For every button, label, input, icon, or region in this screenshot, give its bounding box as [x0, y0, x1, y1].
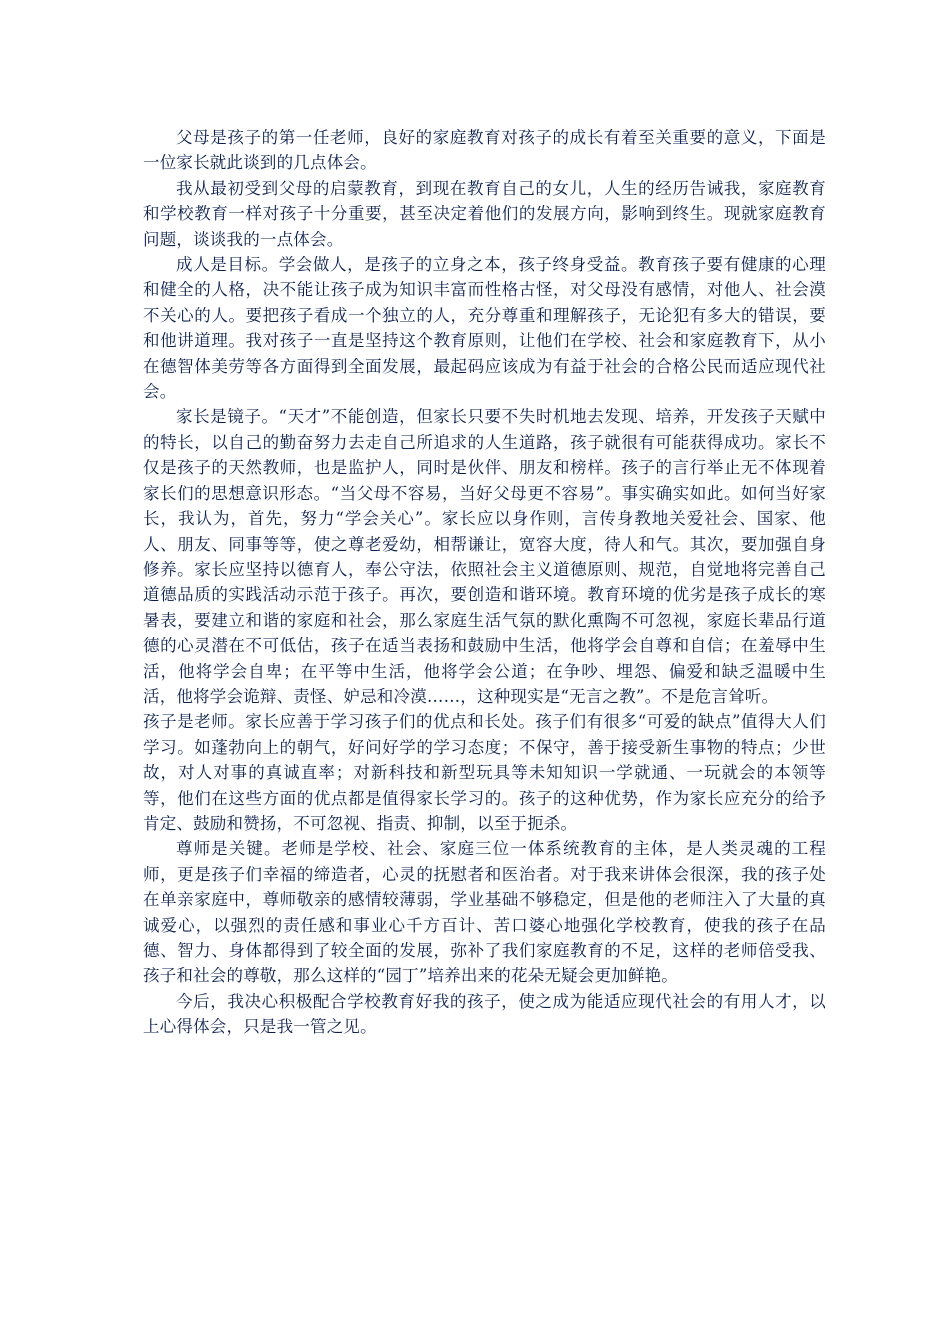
paragraph-child-teacher: 孩子是老师。家长应善于学习孩子们的优点和长处。孩子们有很多“可爱的缺点”值得大人们学习。如蓬勃向上的朝气，好问好学的学习态度；不保守，善于接受新生事物的特点；少世故，对人对事的真诚直率；对新科技和新型玩具等未知知识一学就通、一玩就会的本领等等，他们在这些方面的优点都是值得家长学习的。孩子的这种优势，作为家长应充分的给予肯定、鼓励和赞扬，不可忽视、指责、抑制，以至于扼杀。 [143, 712, 826, 833]
paragraph-respect-teacher: 尊师是关键。老师是学校、社会、家庭三位一体系统教育的主体，是人类灵魂的工程师，更是孩子们幸福的缔造者，心灵的抚慰者和医治者。对于我来讲体会很深，我的孩子处在单亲家庭中，尊师敬亲的感情较薄弱，学业基础不够稳定，但是他的老师注入了大量的真诚爱心，以强烈的责任感和事业心千方百计、苦口婆心地强化学校教育，使我的孩子在品德、智力、身体都得到了较全面的发展，弥补了我们家庭教育的不足，这样的老师倍受我、孩子和社会的尊敬，那么这样的“园丁”培养出来的花朵无疑会更加鲜艳。 [143, 839, 826, 986]
paragraph-experience: 我从最初受到父母的启蒙教育，到现在教育自己的女儿，人生的经历告诫我，家庭教育和学校教育一样对孩子十分重要，甚至决定着他们的发展方向，影响到终生。现就家庭教育问题，谈谈我的一点体会。 [143, 178, 826, 249]
paragraph-goal: 成人是目标。学会做人，是孩子的立身之本，孩子终身受益。教育孩子要有健康的心理和健全的人格，决不能让孩子成为知识丰富而性格古怪，对父母没有感情，对他人、社会漠不关心的人。要把孩子看成一个独立的人，充分尊重和理解孩子，无论犯有多大的错误，要和他讲道理。我对孩子一直是坚持这个教育原则，让他们在学校、社会和家庭教育下，从小在德智体美劳等各方面得到全面发展，最起码应该成为有益于社会的合格公民而适应现代社会。 [143, 255, 826, 402]
document-body [143, 125, 826, 1040]
paragraph-mirror: 家长是镜子。“天才”不能创造，但家长只要不失时机地去发现、培养，开发孩子天赋中的特长，以自己的勤奋努力去走自己所追求的人生道路，孩子就很有可能获得成功。家长不仅是孩子的天然教师，也是监护人，同时是伙伴、朋友和榜样。孩子的言行举止无不体现着家长们的思想意识形态。“当父母不容易，当好父母更不容易”。事实确实如此。如何当好家长，我认为，首先，努力“学会关心”。家长应以身作则，言传身教地关爱社会、国家、他人、朋友、同事等等，使之尊老爱幼，相帮谦让，宽容大度，待人和气。其次，要加强自身修养。家长应坚持以德育人，奉公守法，依照社会主义道德原则、规范，自觉地将完善自己道德品质的实践活动示范于孩子。再次，要创造和谐环境。教育环境的优劣是孩子成长的寒暑表，要建立和谐的家庭和社会，那么家庭生活气氛的默化熏陶不可忽视，家庭长辈品行道德的心灵潜在不可低估，孩子在适当表扬和鼓励中生活，他将学会自尊和自信；在羞辱中生活，他将学会自卑；在平等中生活，他将学会公道；在争吵、埋怨、偏爱和缺乏温暖中生活，他将学会诡辩、责怪、妒忌和冷漠……，这种现实是“无言之教”。不是危言耸听。 [143, 407, 826, 706]
paragraph-intro: 父母是孩子的第一任老师，良好的家庭教育对孩子的成长有着至关重要的意义，下面是一位家长就此谈到的几点体会。 [143, 128, 826, 173]
paragraph-conclusion: 今后，我决心积极配合学校教育好我的孩子，使之成为能适应现代社会的有用人才，以上心得体会，只是我一管之见。 [143, 991, 826, 1037]
